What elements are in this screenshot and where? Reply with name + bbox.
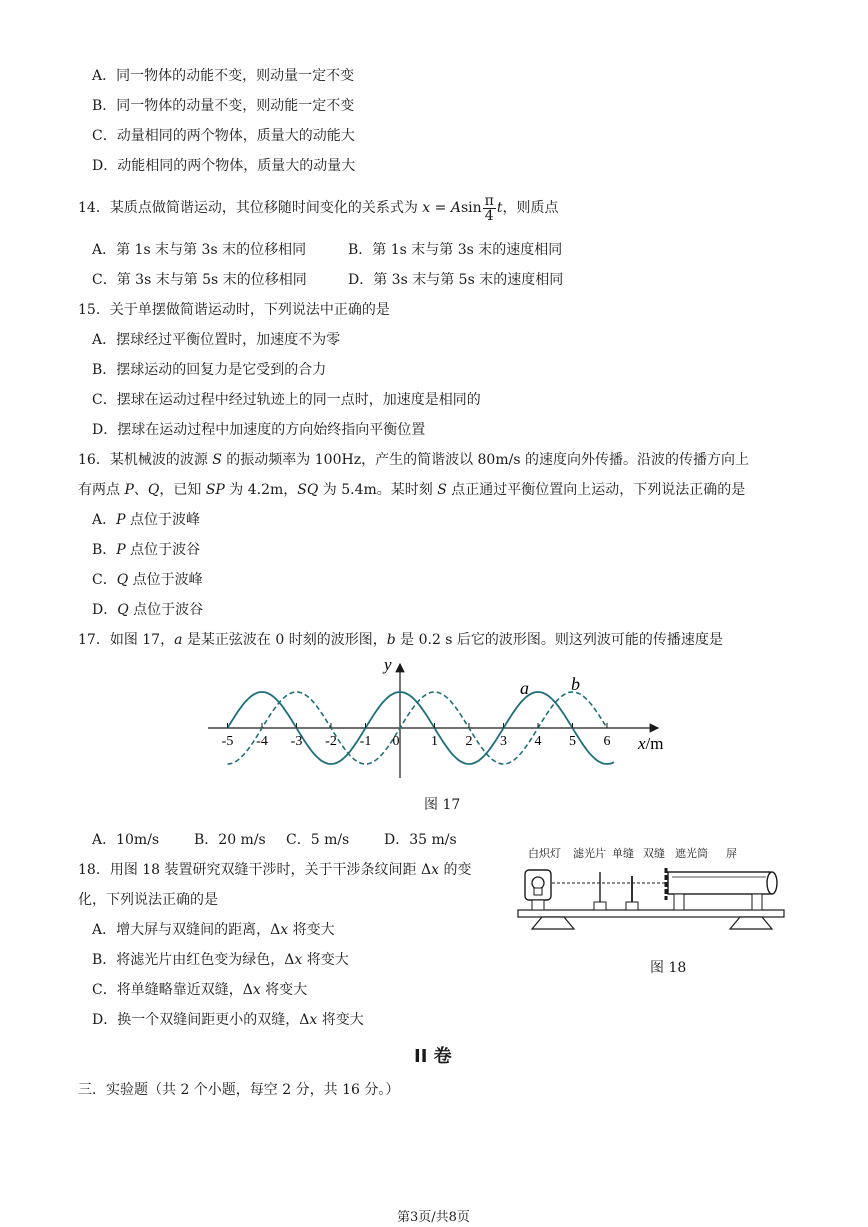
var-s: S	[212, 452, 222, 468]
fraction-denominator: 4	[484, 207, 494, 224]
var-sp: SP	[205, 482, 225, 498]
figure-17-caption: 图 17	[424, 797, 461, 813]
q14-stem-text: 14．某质点做简谐运动，其位移随时间变化的关系式为	[78, 200, 423, 216]
equation-sin: sin	[460, 200, 482, 216]
q14-stem-end: ，则质点	[502, 200, 559, 216]
figure-18-caption: 图 18	[650, 960, 687, 976]
q16-text: 点正通过平衡位置向上运动，下列说法正确的是	[446, 482, 746, 498]
var-b: b	[386, 632, 396, 648]
q16-text: 为 5.4m。某时刻	[318, 482, 438, 498]
q16-option-a	[92, 510, 200, 530]
equation-x: x	[422, 200, 431, 216]
q18-option-d	[92, 1010, 364, 1030]
q18-option-c	[92, 980, 307, 1000]
option-label: D．	[92, 602, 118, 618]
equation-fraction	[483, 194, 496, 223]
q13-option-c: C．动量相同的两个物体，质量大的动能大	[92, 128, 355, 144]
label-single-slit: 单缝	[612, 847, 634, 860]
equation-equals: =	[430, 200, 451, 216]
q16-option-c	[92, 570, 203, 590]
bench-foot-right	[730, 917, 772, 929]
tube-stand-right	[752, 894, 762, 910]
x-axis-label	[637, 734, 664, 753]
single-slit-stand	[626, 902, 638, 910]
lamp-stand	[532, 900, 544, 910]
section-heading: 三．实验题（共 2 个小题，每空 2 分，共 16 分。）	[78, 1082, 400, 1098]
label-double-slit: 双缝	[643, 847, 665, 860]
figure-18-apparatus	[512, 860, 792, 935]
q17-text: 17．如图 17，	[78, 632, 175, 648]
q17-stem	[78, 630, 723, 650]
option-text: 点位于波谷	[128, 602, 204, 618]
q16-text: 的振动频率为 100Hz，产生的简谐波以 80m/s 的速度向外传播。沿波的传播方向上	[221, 452, 749, 468]
x-axis-ticks	[222, 723, 611, 749]
option-label: A．	[92, 512, 117, 528]
screen-end	[767, 872, 777, 894]
option-text: A．增大屏与双缝间的距离，Δ	[92, 922, 281, 938]
option-text: 点位于波峰	[128, 572, 203, 588]
option-label: C．	[92, 572, 117, 588]
label-light-shield-tube: 遮光筒	[675, 847, 708, 860]
x-axis-label-var: x	[638, 734, 646, 753]
tick-label: -5	[221, 734, 234, 749]
q18-option-b	[92, 950, 349, 970]
var-x: x	[309, 1012, 318, 1028]
q17-option-d: D．35 m/s	[384, 832, 457, 848]
q15-option-c: C．摆球在运动过程中经过轨迹上的同一点时，加速度是相同的	[92, 392, 481, 408]
q16-stem-line1	[78, 450, 749, 470]
tick-label: 0	[392, 734, 400, 749]
q16-option-d	[92, 600, 203, 620]
tick-label: 1	[431, 734, 438, 749]
q15-option-a: A．摆球经过平衡位置时，加速度不为零	[92, 332, 341, 348]
q18-text: 18．用图 18 装置研究双缝干涉时，关于干涉条纹间距 Δ	[78, 862, 432, 878]
label-filter: 滤光片	[573, 847, 606, 860]
var-x: x	[280, 922, 289, 938]
var-p: P	[116, 542, 126, 558]
tube-stand-left	[674, 894, 684, 910]
q16-option-b	[92, 540, 200, 560]
var-q: Q	[147, 482, 160, 498]
q16-stem-line2	[78, 480, 745, 500]
q16-text: 有两点	[78, 482, 125, 498]
q18-text: 的变	[439, 862, 472, 878]
tick-label: 5	[569, 734, 576, 749]
tick-label: 6	[603, 734, 611, 749]
light-shield-tube	[668, 872, 770, 894]
var-q: Q	[116, 572, 129, 588]
tick-label: 2	[465, 734, 473, 749]
lamp-base	[534, 888, 542, 895]
q15-stem: 15．关于单摆做简谐运动时，下列说法中正确的是	[78, 302, 390, 318]
var-x: x	[431, 862, 439, 878]
option-text: 将变大	[302, 952, 349, 968]
q16-text: 16．某机械波的波源	[78, 452, 213, 468]
q14-option-b: B．第 1s 末与第 3s 末的速度相同	[348, 242, 563, 258]
var-q: Q	[117, 602, 129, 618]
option-label: B．	[92, 542, 117, 558]
option-text: D．换一个双缝间距更小的双缝，Δ	[92, 1012, 310, 1028]
q14-option-a: A．第 1s 末与第 3s 末的位移相同	[92, 242, 307, 258]
q15-option-d: D．摆球在运动过程中加速度的方向始终指向平衡位置	[92, 422, 426, 438]
q17-option-b: B．20 m/s	[194, 832, 266, 848]
option-text: C．将单缝略靠近双缝，Δ	[92, 982, 253, 998]
tick-label: -2	[325, 734, 337, 749]
var-sq: SQ	[297, 482, 319, 498]
label-incandescent-lamp: 白炽灯	[528, 847, 561, 860]
optical-bench	[518, 910, 784, 917]
q14-option-c: C．第 3s 末与第 5s 末的位移相同	[92, 272, 307, 288]
bench-foot-left	[532, 917, 574, 929]
y-axis-label: y	[384, 655, 392, 674]
q17-text: 是 0.2 s 后它的波形图。则这列波可能的传播速度是	[395, 632, 723, 648]
var-s: S	[437, 482, 447, 498]
q13-option-b: B．同一物体的动量不变，则动能一定不变	[92, 98, 355, 114]
q16-text: 、	[133, 482, 148, 498]
q14-stem	[78, 190, 558, 226]
q15-option-b: B．摆球运动的回复力是它受到的合力	[92, 362, 327, 378]
curve-a-label: a	[520, 678, 529, 698]
tick-label: 3	[500, 734, 507, 749]
var-a: a	[174, 632, 183, 648]
option-text: 将变大	[288, 922, 335, 938]
fraction-numerator: π	[484, 192, 494, 209]
q14-option-d: D．第 3s 末与第 5s 末的速度相同	[348, 272, 564, 288]
tick-label: 4	[534, 734, 542, 749]
q17-option-a: A．10m/s	[92, 832, 160, 848]
var-x: x	[252, 982, 261, 998]
q13-option-a: A．同一物体的动能不变，则动量一定不变	[92, 68, 355, 84]
equation-t: t	[496, 200, 503, 216]
tick-label: -4	[256, 734, 268, 749]
option-text: B．将滤光片由红色变为绿色，Δ	[92, 952, 295, 968]
option-text: 点位于波峰	[125, 512, 200, 528]
x-axis-label-unit: /m	[645, 734, 664, 753]
figure-17-wave-plot	[190, 650, 680, 785]
q17-option-c: C．5 m/s	[286, 832, 350, 848]
q18-stem-line1	[78, 860, 471, 880]
q18-option-a	[92, 920, 335, 940]
tick-label: -1	[359, 734, 372, 749]
var-x: x	[294, 952, 303, 968]
var-p: P	[116, 512, 126, 528]
label-screen: 屏	[726, 847, 737, 860]
option-text: 将变大	[317, 1012, 364, 1028]
q18-stem-line2: 化，下列说法正确的是	[78, 892, 218, 908]
tick-label: -3	[290, 734, 303, 749]
curve-b-label: b	[571, 674, 580, 694]
filter-stand	[594, 902, 606, 910]
q17-text: 是某正弦波在 0 时刻的波形图，	[182, 632, 387, 648]
var-p: P	[124, 482, 134, 498]
q16-text: ，已知	[159, 482, 206, 498]
q13-option-d: D．动能相同的两个物体，质量大的动量大	[92, 158, 356, 174]
equation-amplitude: A	[450, 200, 461, 216]
option-text: 点位于波谷	[125, 542, 201, 558]
q16-text: 为 4.2m，	[224, 482, 298, 498]
option-text: 将变大	[260, 982, 308, 998]
section-title: II 卷	[414, 1046, 452, 1067]
page-number: 第3页/共8页	[397, 1210, 470, 1225]
